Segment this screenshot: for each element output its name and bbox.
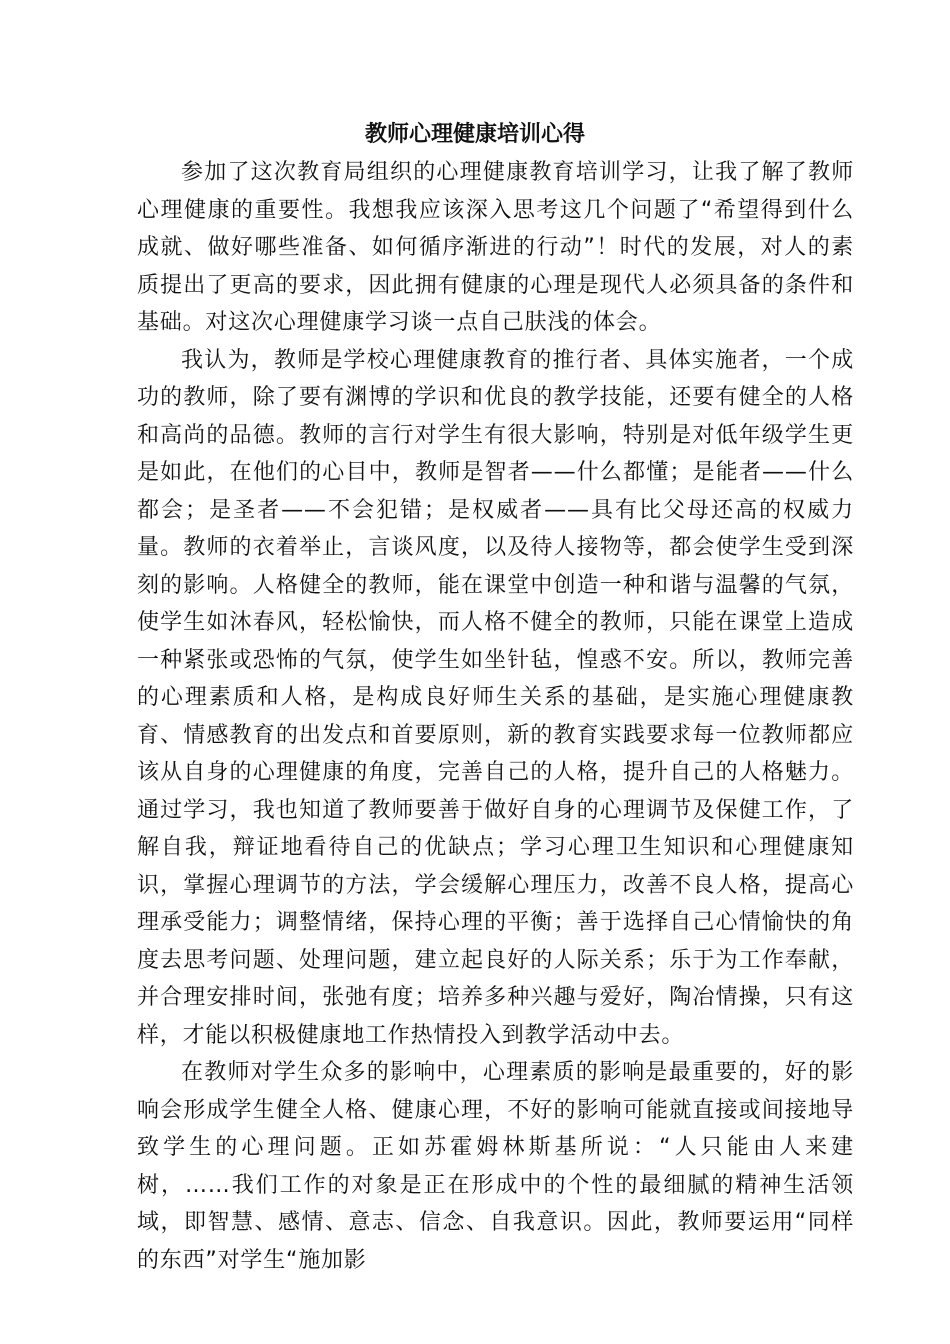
document-title: 教师心理健康培训心得 (364, 122, 585, 147)
document-body (137, 154, 854, 1279)
paragraph-1: 参加了这次教育局组织的心理健康教育培训学习，让我了解了教师心理健康的重要性。我想我应该深入思考这几个问题了“希望得到什么成就、做好哪些准备、如何循序渐进的行动”！时代的发展，对人的素质提出了更高的要求，因此拥有健康的心理是现代人必须具备的条件和基础。对这次心理健康学习谈一点自己肤浅的体会。 (137, 160, 854, 335)
paragraph-3: 在教师对学生众多的影响中，心理素质的影响是最重要的，好的影响会形成学生健全人格、健康心理，不好的影响可能就直接或间接地导致学生的心理问题。正如苏霍姆林斯基所说：“人只能由人来建树，……我们工作的对象是正在形成中的个性的最细腻的精神生活领域，即智慧、感情、意志、信念、自我意识。因此，教师要运用“同样的东西”对学生“施加影 (137, 1060, 854, 1273)
paragraph-2: 我认为，教师是学校心理健康教育的推行者、具体实施者，一个成功的教师，除了要有渊博的学识和优良的教学技能，还要有健全的人格和高尚的品德。教师的言行对学生有很大影响，特别是对低年级学生更是如此，在他们的心目中，教师是智者——什么都懂；是能者——什么都会；是圣者——不会犯错；是权威者——具有比父母还高的权威力量。教师的衣着举止，言谈风度，以及待人接物等，都会使学生受到深刻的影响。人格健全的教师，能在课堂中创造一种和谐与温馨的气氛，使学生如沐春风，轻松愉快，而人格不健全的教师，只能在课堂上造成一种紧张或恐怖的气氛，使学生如坐针毡，惶惑不安。所以，教师完善的心理素质和人格，是构成良好师生关系的基础，是实施心理健康教育、情感教育的出发点和首要原则，新的教育实践要求每一位教师都应该从自身的心理健康的角度，完善自己的人格，提升自己的人格魅力。通过学习，我也知道了教师要善于做好自身的心理调节及保健工作，了解自我，辩证地看待自己的优缺点；学习心理卫生知识和心理健康知识，掌握心理调节的方法，学会缓解心理压力，改善不良人格，提高心理承受能力；调整情绪，保持心理的平衡；善于选择自己心情愉快的角度去思考问题、处理问题，建立起良好的人际关系；乐于为工作奉献，并合理安排时间，张弛有度；培养多种兴趣与爱好，陶冶情操，只有这样，才能以积极健康地工作热情投入到教学活动中去。 (137, 347, 854, 1048)
